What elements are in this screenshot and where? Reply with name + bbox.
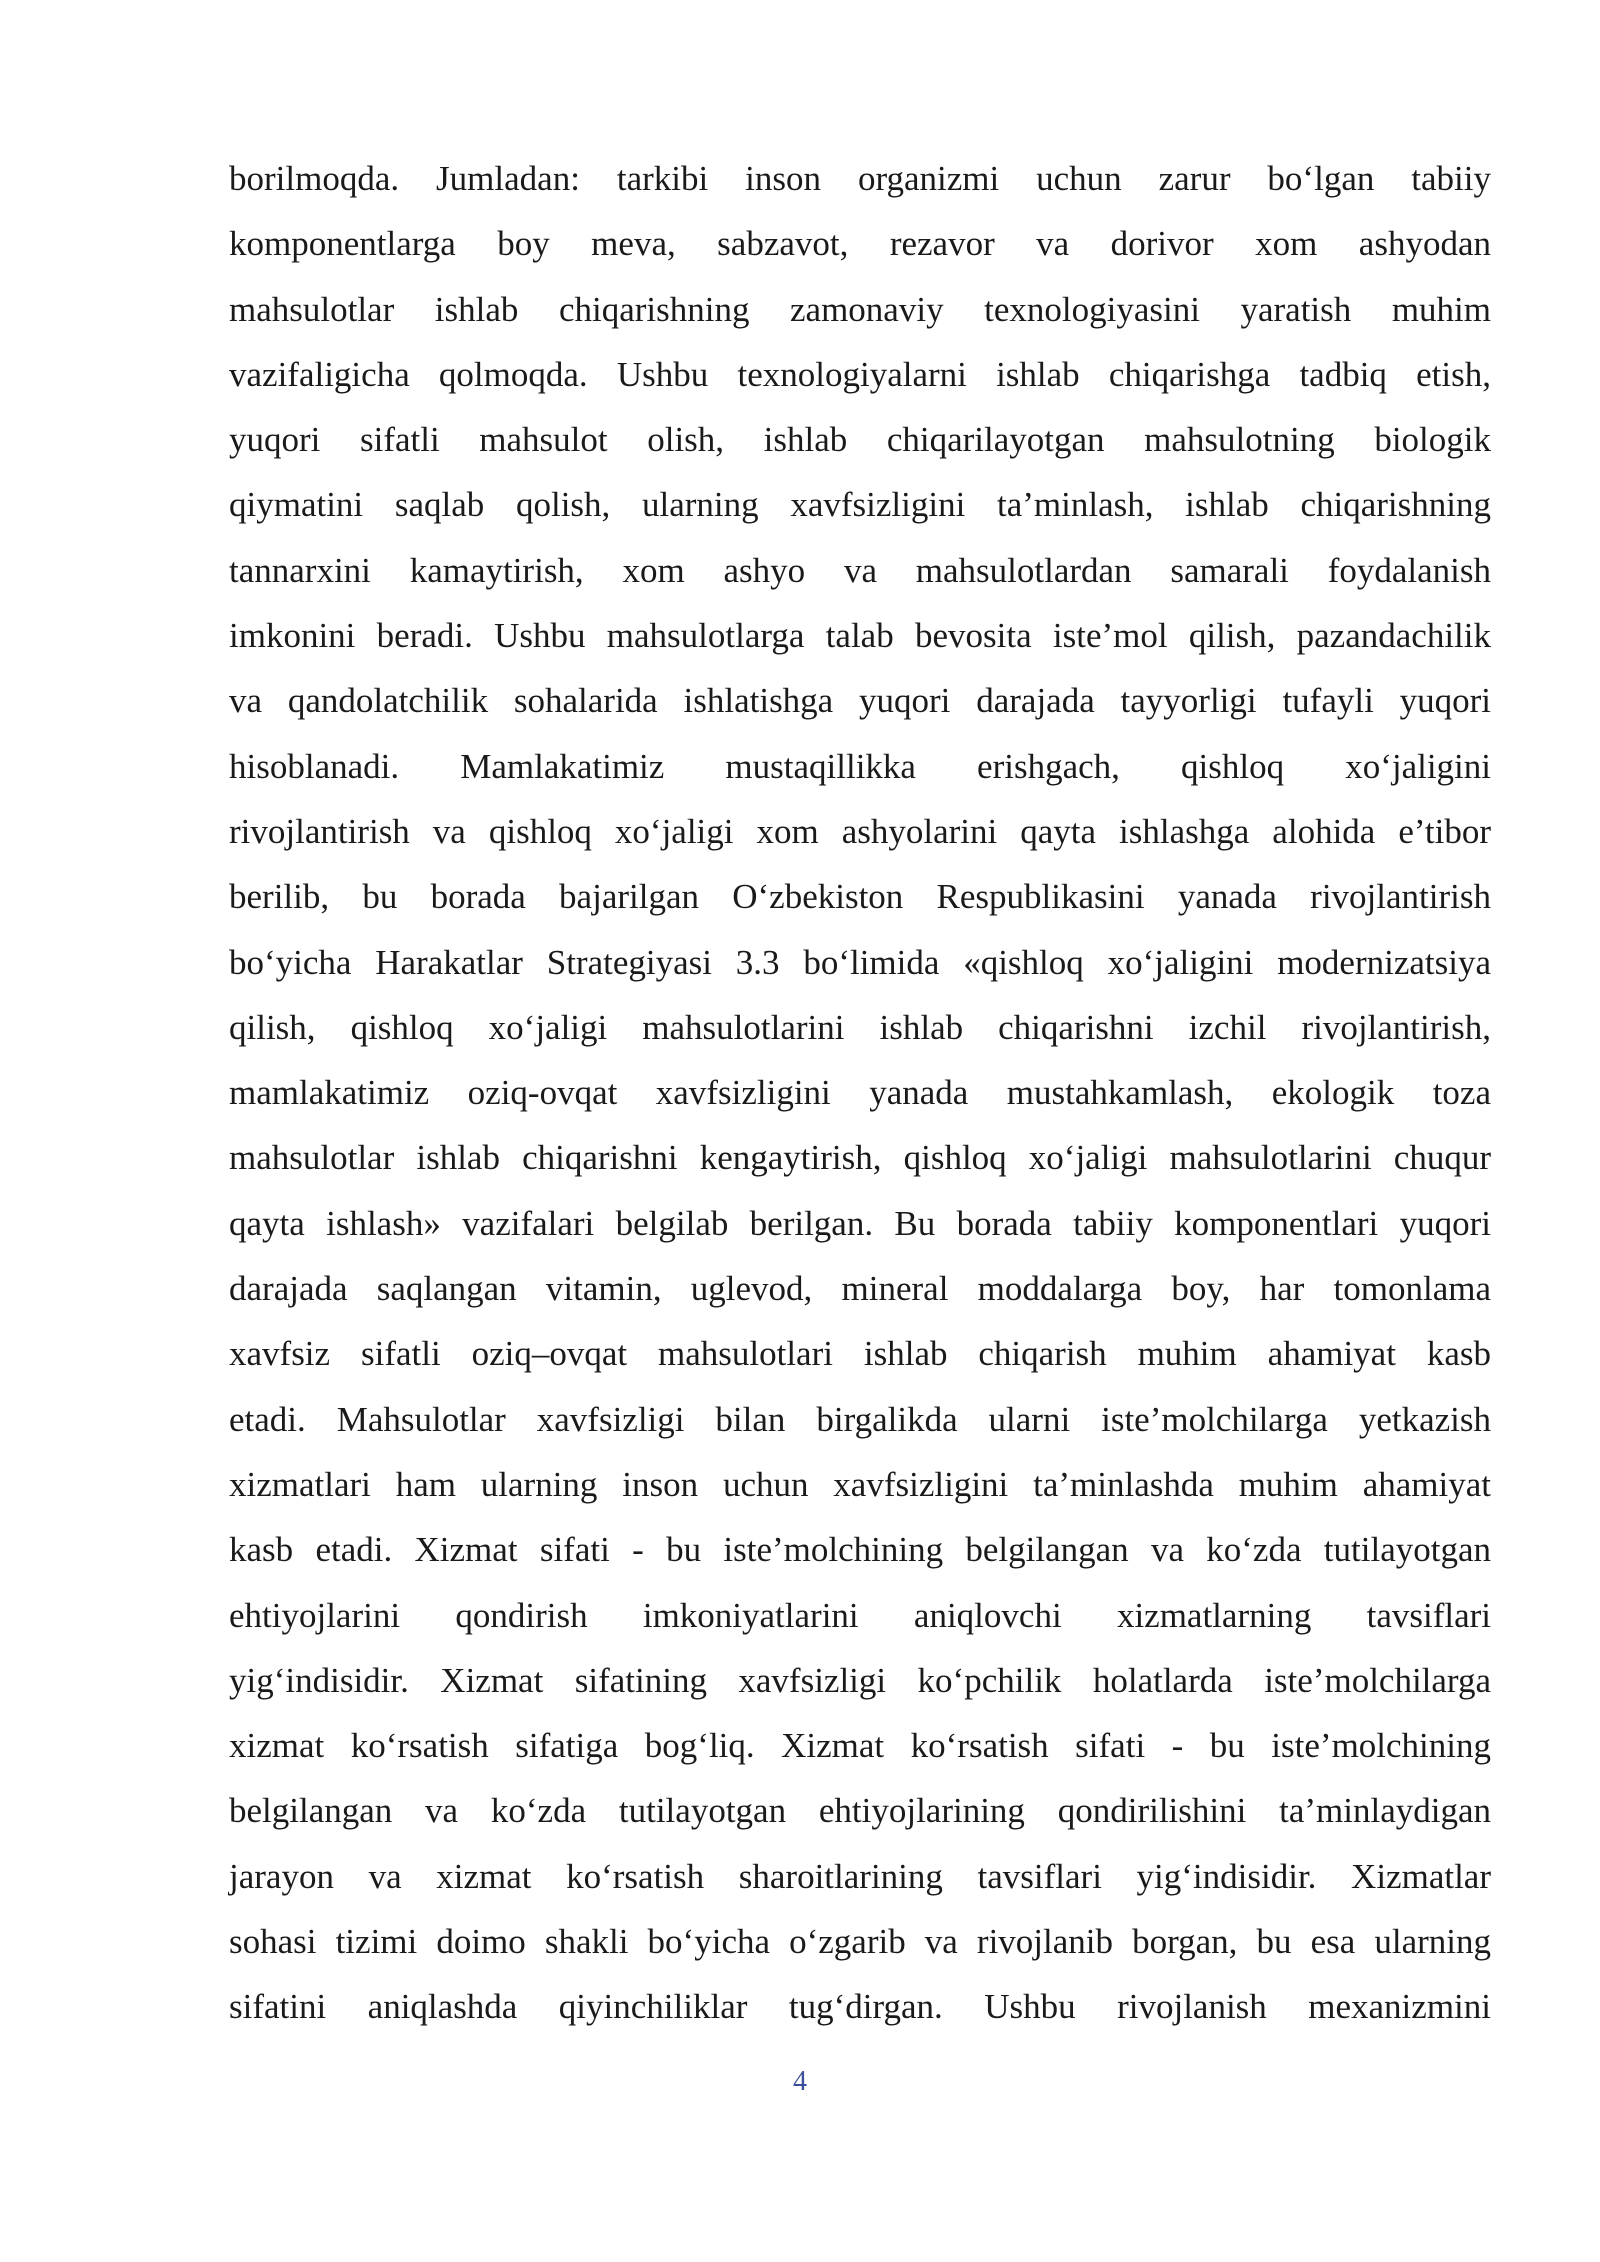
text-line: sohasi tizimi doimo shakli bo‘yicha o‘zgarib va rivojlanib borgan, bu esa ularning [229, 1922, 1491, 1962]
text-line: borilmoqda. Jumladan: tarkibi inson organizmi uchun zarur bo‘lgan tabiiy [229, 159, 1491, 198]
text-line: mamlakatimiz oziq-ovqat xavfsizligini yanada mustahkamlash, ekologik toza [229, 1073, 1491, 1113]
page-number: 4 [793, 2066, 807, 2097]
text-line: imkonini beradi. Ushbu mahsulotlarga talab bevosita iste’mol qilish, pazandachilik [229, 616, 1491, 656]
text-line: hisoblanadi. Mamlakatimiz mustaqillikka erishgach, qishloq xo‘jaligini [229, 746, 1491, 786]
text-line: mahsulotlar ishlab chiqarishni kengaytirish, qishloq xo‘jaligi mahsulotlarini chuqur [229, 1138, 1491, 1178]
text-line: tannarxini kamaytirish, xom ashyo va mahsulotlardan samarali foydalanish [229, 550, 1491, 590]
text-line: belgilangan va ko‘zda tutilayotgan ehtiyojlarining qondirilishini ta’minlaydigan [229, 1791, 1491, 1831]
text-line: qayta ishlash» vazifalari belgilab berilgan. Bu borada tabiiy komponentlari yuqori [229, 1203, 1491, 1243]
text-line: rivojlantirish va qishloq xo‘jaligi xom ashyolarini qayta ishlashga alohida e’tibor [229, 811, 1491, 851]
text-line: etadi. Mahsulotlar xavfsizligi bilan birgalikda ularni iste’molchilarga yetkazish [229, 1399, 1491, 1439]
text-line: komponentlarga boy meva, sabzavot, rezavor va dorivor xom ashyodan [229, 224, 1491, 264]
text-line: bo‘yicha Harakatlar Strategiyasi 3.3 bo‘limida «qishloq xo‘jaligini modernizatsiya [229, 942, 1491, 982]
body-text [229, 146, 1491, 2040]
text-line: darajada saqlangan vitamin, uglevod, mineral moddalarga boy, har tomonlama [229, 1269, 1491, 1309]
text-line: xavfsiz sifatli oziq–ovqat mahsulotlari ishlab chiqarish muhim ahamiyat kasb [229, 1334, 1491, 1374]
text-line: xizmatlari ham ularning inson uchun xavfsizligini ta’minlashda muhim ahamiyat [229, 1464, 1491, 1504]
text-line: qiymatini saqlab qolish, ularning xavfsizligini ta’minlash, ishlab chiqarishning [229, 485, 1491, 525]
text-line: yig‘indisidir. Xizmat sifatining xavfsizligi ko‘pchilik holatlarda iste’molchilarga [229, 1660, 1491, 1700]
text-line: qilish, qishloq xo‘jaligi mahsulotlarini ishlab chiqarishni izchil rivojlantirish, [229, 1007, 1491, 1047]
text-line: yuqori sifatli mahsulot olish, ishlab chiqarilayotgan mahsulotning biologik [229, 420, 1491, 460]
text-line: jarayon va xizmat ko‘rsatish sharoitlarining tavsiflari yig‘indisidir. Xizmatlar [229, 1856, 1491, 1896]
text-line: va qandolatchilik sohalarida ishlatishga yuqori darajada tayyorligi tufayli yuqori [229, 681, 1491, 721]
text-line: vazifaligicha qolmoqda. Ushbu texnologiyalarni ishlab chiqarishga tadbiq etish, [229, 354, 1491, 394]
text-line: kasb etadi. Xizmat sifati - bu iste’molchining belgilangan va ko‘zda tutilayotgan [229, 1530, 1491, 1570]
text-line: xizmat ko‘rsatish sifatiga bog‘liq. Xizmat ko‘rsatish sifati - bu iste’molchining [229, 1726, 1491, 1766]
text-line: berilib, bu borada bajarilgan O‘zbekiston Respublikasini yanada rivojlantirish [229, 877, 1491, 917]
text-line: sifatini aniqlashda qiyinchiliklar tug‘dirgan. Ushbu rivojlanish mexanizmini [229, 1987, 1491, 2027]
text-line: mahsulotlar ishlab chiqarishning zamonaviy texnologiyasini yaratish muhim [229, 289, 1491, 329]
text-line: ehtiyojlarini qondirish imkoniyatlarini aniqlovchi xizmatlarning tavsiflari [229, 1595, 1491, 1635]
